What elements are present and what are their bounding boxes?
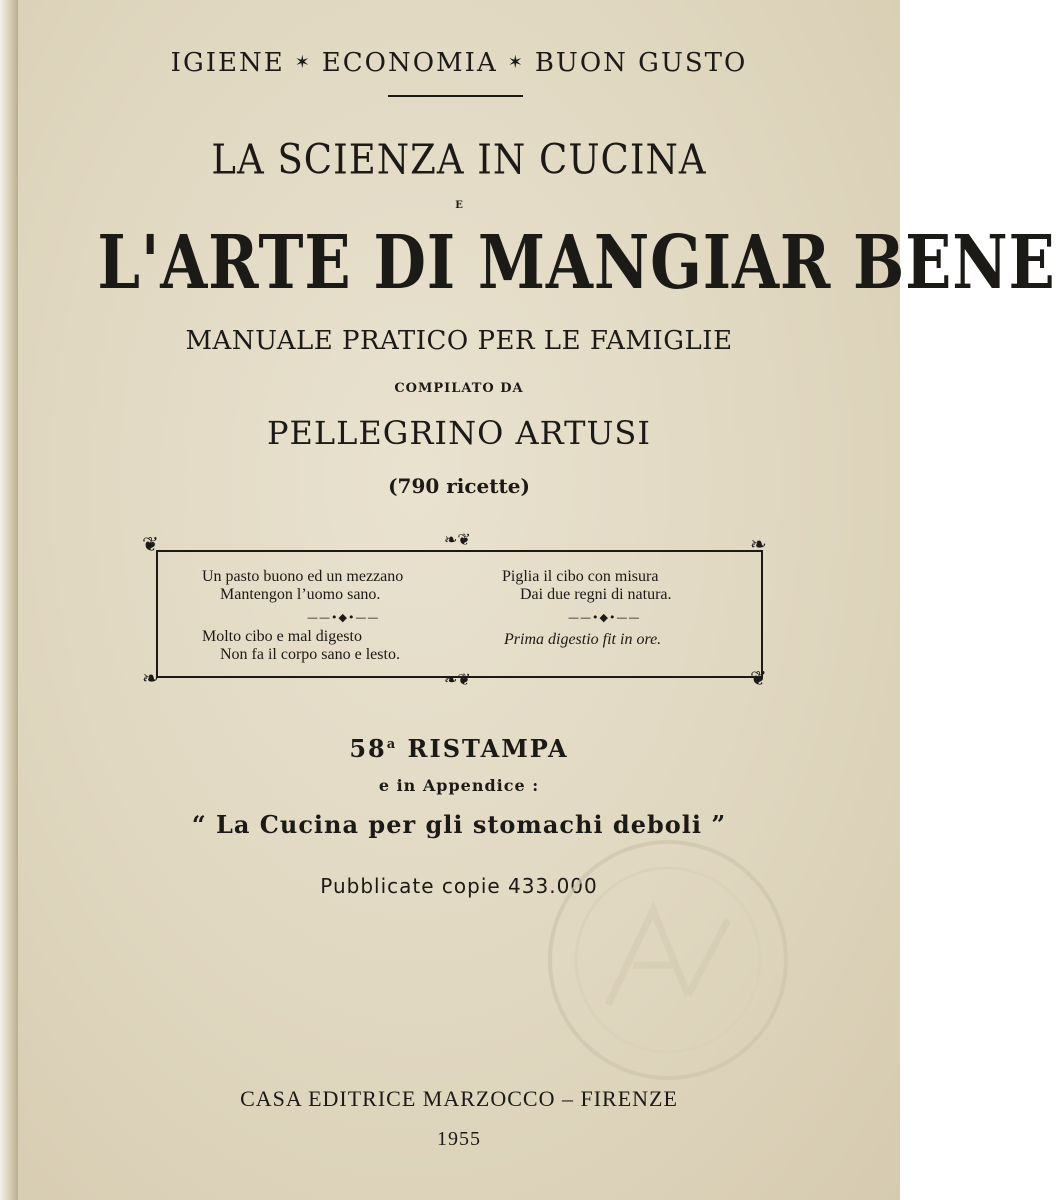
- recipe-count: (790 ricette): [388, 474, 530, 498]
- reprint-line: [18, 734, 900, 763]
- scroll-ornament-icon: ❧❦: [444, 670, 471, 689]
- scroll-ornament-icon: ❦: [750, 666, 767, 690]
- verse-right-top-line-1: Piglia il cibo con misura: [502, 568, 659, 585]
- motto-separator-icon: ✶: [507, 52, 525, 73]
- embossed-stamp-icon: [538, 830, 798, 1090]
- title-page: [18, 0, 1056, 1200]
- motto-separator-icon: ✶: [294, 52, 312, 73]
- publication-year: 1955: [437, 1128, 481, 1150]
- book-spine-edge: [0, 0, 18, 1200]
- verse-left-bottom-line-1: Molto cibo e mal digesto: [202, 628, 362, 645]
- verse-divider-left: ——•◆•——: [307, 611, 380, 624]
- motto-line: [18, 48, 900, 78]
- verse-frame: [142, 532, 775, 692]
- appendix-intro: e in Appendice :: [378, 776, 540, 795]
- subtitle: MANUALE PRATICO PER LE FAMIGLIE: [185, 326, 733, 356]
- appendix-title: “ La Cucina per gli stomachi deboli ”: [191, 810, 727, 839]
- motto-economy: ECONOMIA: [321, 48, 498, 78]
- verse-left-top-line-1: Un pasto buono ed un mezzano: [202, 568, 404, 585]
- scroll-ornament-icon: ❧: [142, 666, 159, 690]
- verse-right-top-line-2: Dai due regni di natura.: [520, 586, 672, 603]
- title-conjunction: E: [455, 200, 463, 211]
- scroll-ornament-icon: ❧❦: [444, 530, 471, 549]
- verse-divider-right: ——•◆•——: [568, 611, 641, 624]
- publisher: CASA EDITRICE MARZOCCO – FIRENZE: [240, 1086, 678, 1111]
- verse-left-top-line-2: Mantengon l’uomo sano.: [220, 586, 381, 603]
- reprint-label: RISTAMPA: [407, 734, 569, 763]
- author-name: PELLEGRINO ARTUSI: [267, 414, 651, 452]
- verse-left-bottom-line-2: Non fa il corpo sano e lesto.: [220, 646, 400, 663]
- header-rule: [388, 95, 523, 97]
- copies-published: Pubblicate copie 433.000: [320, 874, 598, 898]
- compiled-by-label: COMPILATO DA: [394, 381, 524, 396]
- motto-hygiene: IGIENE: [170, 48, 285, 78]
- main-title: L'ARTE DI MANGIAR BENE: [97, 220, 1056, 306]
- scroll-ornament-icon: ❦: [142, 532, 159, 556]
- reprint-ordinal: a: [386, 737, 398, 752]
- verse-right-bottom-latin: Prima digestio fit in ore.: [504, 631, 662, 648]
- motto-good-taste: BUON GUSTO: [534, 48, 748, 78]
- scroll-ornament-icon: ❧: [750, 532, 767, 556]
- reprint-number: 58: [349, 734, 387, 763]
- title-line-1: LA SCIENZA IN CUCINA: [211, 135, 707, 184]
